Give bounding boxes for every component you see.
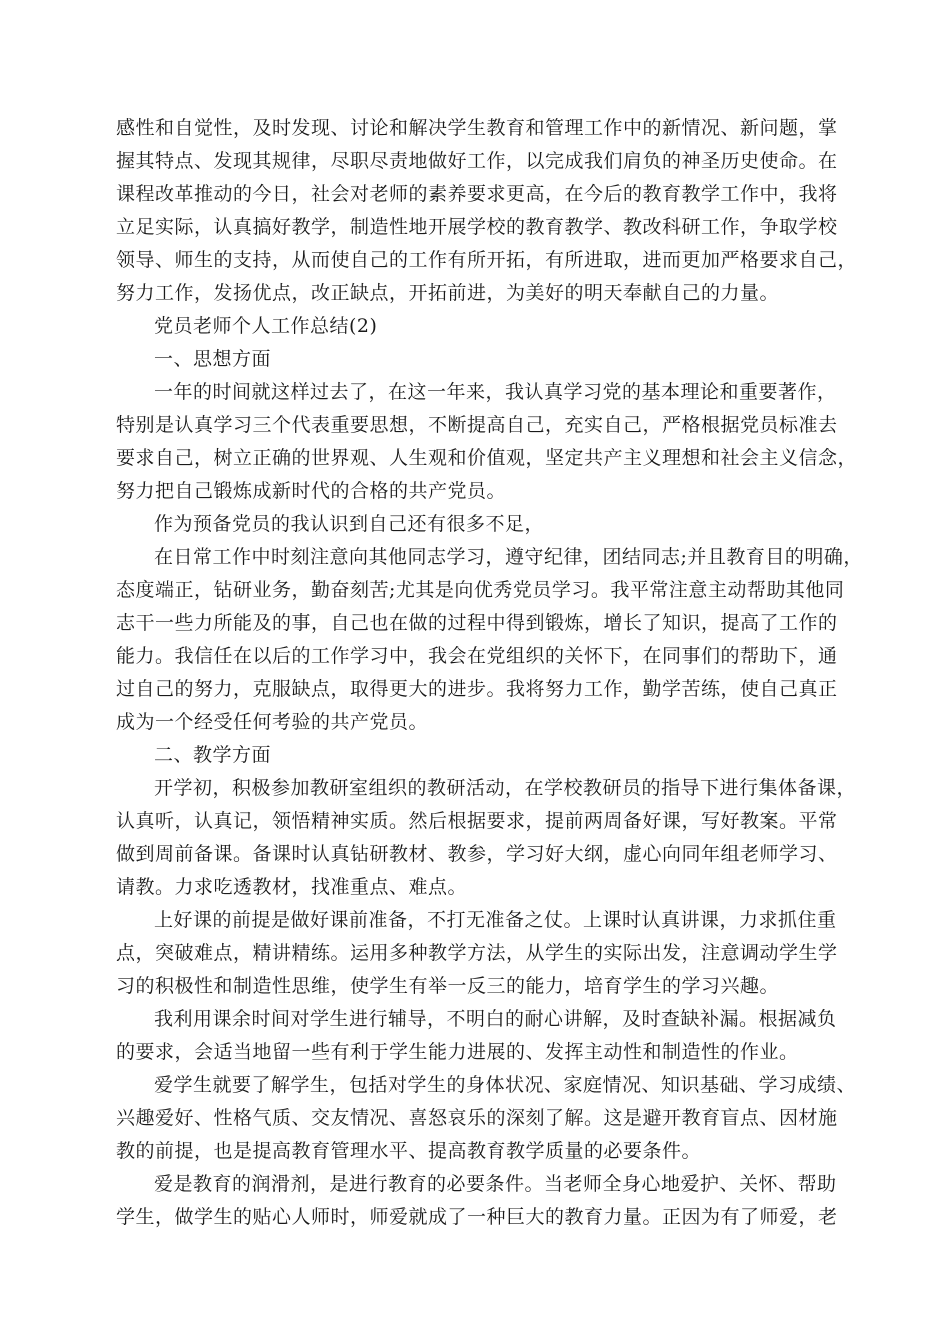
text-line: 能力。我信任在以后的工作学习中，我会在党组织的关怀下，在同事们的帮助下，通 <box>116 645 838 667</box>
text-line: 立足实际，认真搞好教学，制造性地开展学校的教育教学、教改科研工作，争取学校 <box>116 216 838 238</box>
text-line: 一年的时间就这样过去了，在这一年来，我认真学习党的基本理论和重要著作， <box>154 381 837 403</box>
section-heading: 一、思想方面 <box>154 348 272 370</box>
text-line: 作为预备党员的我认识到自己还有很多不足， <box>154 513 545 535</box>
text-line: 教的前提，也是提高教育管理水平、提高教育教学质量的必要条件。 <box>116 1140 702 1162</box>
text-line: 志干一些力所能及的事，自己也在做的过程中得到锻炼，增长了知识，提高了工作的 <box>116 612 838 634</box>
text-line: 学生，做学生的贴心人师时，师爱就成了一种巨大的教育力量。正因为有了师爱，老 <box>116 1206 838 1228</box>
text-line: 成为一个经受任何考验的共产党员。 <box>116 711 429 733</box>
text-line: 点，突破难点，精讲精练。运用多种教学方法，从学生的实际出发，注意调动学生学 <box>116 942 838 964</box>
text-line: 兴趣爱好、性格气质、交友情况、喜怒哀乐的深刻了解。这是避开教育盲点、因材施 <box>116 1107 838 1129</box>
text-line: 努力把自己锻炼成新时代的合格的共产党员。 <box>116 480 507 502</box>
text-line: 做到周前备课。备课时认真钻研教材、教参，学习好大纲，虚心向同年组老师学习、 <box>116 843 838 865</box>
text-line: 习的积极性和制造性思维，使学生有举一反三的能力，培育学生的学习兴趣。 <box>116 975 780 997</box>
text-line: 我利用课余时间对学生进行辅导，不明白的耐心讲解，及时查缺补漏。根据减负 <box>154 1008 837 1030</box>
text-line: 的要求，会适当地留一些有利于学生能力进展的、发挥主动性和制造性的作业。 <box>116 1041 799 1063</box>
text-line: 过自己的努力，克服缺点，取得更大的进步。我将努力工作，勤学苦练，使自己真正 <box>116 678 838 700</box>
text-line: 爱是教育的润滑剂，是进行教育的必要条件。当老师全身心地爱护、关怀、帮助 <box>154 1173 837 1195</box>
text-line: 上好课的前提是做好课前准备，不打无准备之仗。上课时认真讲课，力求抓住重 <box>154 909 837 931</box>
text-line: 开学初，积极参加教研室组织的教研活动，在学校教研员的指导下进行集体备课， <box>154 777 857 799</box>
text-line: 课程改革推动的今日，社会对老师的素养要求更高，在今后的教育教学工作中，我将 <box>116 183 838 205</box>
section-title: 党员老师个人工作总结(2) <box>154 315 378 337</box>
text-line: 握其特点、发现其规律，尽职尽责地做好工作，以完成我们肩负的神圣历史使命。在 <box>116 150 838 172</box>
section-heading: 二、教学方面 <box>154 744 272 766</box>
text-line: 爱学生就要了解学生，包括对学生的身体状况、家庭情况、知识基础、学习成绩、 <box>154 1074 857 1096</box>
text-line: 在日常工作中时刻注意向其他同志学习，遵守纪律，团结同志;并且教育目的明确， <box>154 546 863 568</box>
text-line: 感性和自觉性，及时发现、讨论和解决学生教育和管理工作中的新情况、新问题，掌 <box>116 117 838 139</box>
text-line: 努力工作，发扬优点，改正缺点，开拓前进，为美好的明天奉献自己的力量。 <box>116 282 780 304</box>
text-line: 请教。力求吃透教材，找准重点、难点。 <box>116 876 468 898</box>
text-line: 态度端正，钻研业务，勤奋刻苦;尤其是向优秀党员学习。我平常注意主动帮助其他同 <box>116 579 845 601</box>
text-line: 领导、师生的支持，从而使自己的工作有所开拓，有所进取，进而更加严格要求自己， <box>116 249 858 271</box>
text-line: 要求自己，树立正确的世界观、人生观和价值观，坚定共产主义理想和社会主义信念， <box>116 447 858 469</box>
text-line: 认真听，认真记，领悟精神实质。然后根据要求，提前两周备好课，写好教案。平常 <box>116 810 838 832</box>
text-line: 特别是认真学习三个代表重要思想，不断提高自己，充实自己，严格根据党员标准去 <box>116 414 838 436</box>
